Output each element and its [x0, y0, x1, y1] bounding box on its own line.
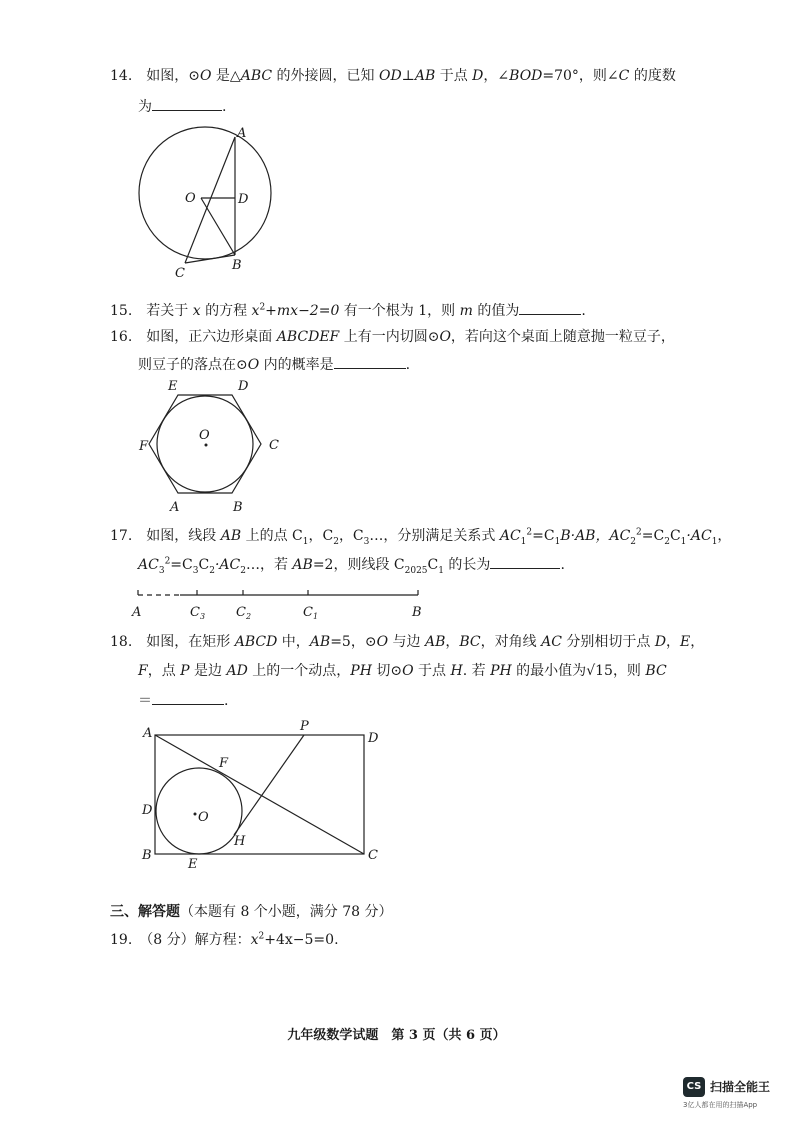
label-B: B: [142, 848, 152, 863]
label-B: B: [232, 258, 242, 273]
label-A: A: [170, 500, 180, 515]
q17-line1: 17. 如图，线段 AB 上的点 $C_1$，$C_2$，$C_3\dots$，分别满足关系式 $AC_1^2=C_1B\cdot AB$，$AC_2^2=C_2C_1\cdot AC_1$，: [110, 527, 732, 547]
q18-line1: 18. 如图，在矩形 ABCD 中，AB=5，⊙O 与边 AB，BC，对角线 AC 分别相切于点 D，E，: [110, 634, 705, 650]
segment-CB: [185, 255, 235, 263]
q17-line2: $AC_3^2=C_3C_2\cdot AC_2\dots$，若 AB=2，则线段 $C_{2025}C_1$ 的长为 .: [138, 554, 565, 575]
q17-figure: [130, 585, 430, 625]
label-A: A: [132, 605, 142, 620]
label-F: F: [219, 756, 229, 771]
label-C1: $C_1$: [303, 605, 319, 621]
center-O-dot: [205, 444, 208, 447]
label-E: E: [188, 857, 198, 872]
q16-line2: 则豆子的落点在⊙O 内的概率是 .: [138, 354, 410, 375]
circumcircle: [139, 127, 271, 259]
page-footer: 九年级数学试题 第 3 页（共 6 页）: [287, 1028, 506, 1043]
label-C: C: [368, 848, 378, 863]
q15-line: 15. 若关于 x 的方程 $x^2+mx-2=0$ 有一个根为 1，则 m 的值为 .: [110, 300, 586, 321]
q14-line1: 14. 如图，⊙O 是△ABC 的外接圆，已知 OD⊥AB 于点 D，∠BOD=70°，则∠C 的度数: [110, 68, 676, 84]
label-E: E: [168, 379, 178, 394]
label-B: B: [412, 605, 422, 620]
q18-figure: [138, 715, 388, 875]
diagonal-AC: [155, 735, 364, 854]
q14-line2: 为 .: [138, 96, 226, 117]
label-C2: $C_2$: [236, 605, 252, 621]
answer-blank: [490, 554, 560, 569]
watermark-name: 扫描全能王: [710, 1080, 771, 1094]
watermark-subtitle: 3亿人都在用的扫描App: [683, 1101, 758, 1109]
q18-line2: F，点 P 是边 AD 上的一个动点，PH 切⊙O 于点 H. 若 PH 的最小值为√15，则 BC: [138, 663, 667, 679]
tangent-PH: [234, 735, 304, 835]
q14-figure: [135, 125, 275, 285]
label-C: C: [269, 438, 279, 453]
label-D: D: [238, 379, 249, 394]
center-O-dot: [194, 813, 197, 816]
label-O: O: [185, 191, 196, 206]
section-3-heading: 三、解答题（本题有 8 个小题，满分 78 分）: [110, 904, 393, 920]
label-B: B: [233, 500, 243, 515]
label-D-top: D: [368, 731, 379, 746]
label-F: F: [139, 439, 149, 454]
answer-blank: [334, 354, 406, 369]
segment-OB: [201, 198, 235, 255]
scanner-watermark: [683, 1077, 788, 1117]
answer-blank: [519, 300, 581, 315]
q19-line: 19. （8 分）解方程：$x^2+4x-5=0$.: [110, 931, 339, 948]
label-C3: $C_3$: [190, 605, 206, 621]
label-D: D: [238, 192, 249, 207]
q18-line3: ＝ .: [138, 690, 228, 711]
camscanner-logo-icon: CS: [683, 1077, 705, 1097]
label-A: A: [237, 126, 247, 141]
q16-line1: 16. 如图，正六边形桌面 ABCDEF 上有一内切圆⊙O，若向这个桌面上随意抛一粒豆子，: [110, 329, 675, 345]
label-P: P: [300, 719, 309, 734]
label-C: C: [175, 266, 185, 281]
label-O: O: [198, 810, 209, 825]
answer-blank: [152, 690, 224, 705]
answer-blank: [152, 96, 222, 111]
label-H: H: [234, 834, 246, 849]
label-A: A: [143, 726, 153, 741]
label-D-left: D: [142, 803, 153, 818]
label-O: O: [199, 428, 210, 443]
q16-figure: [135, 375, 295, 515]
